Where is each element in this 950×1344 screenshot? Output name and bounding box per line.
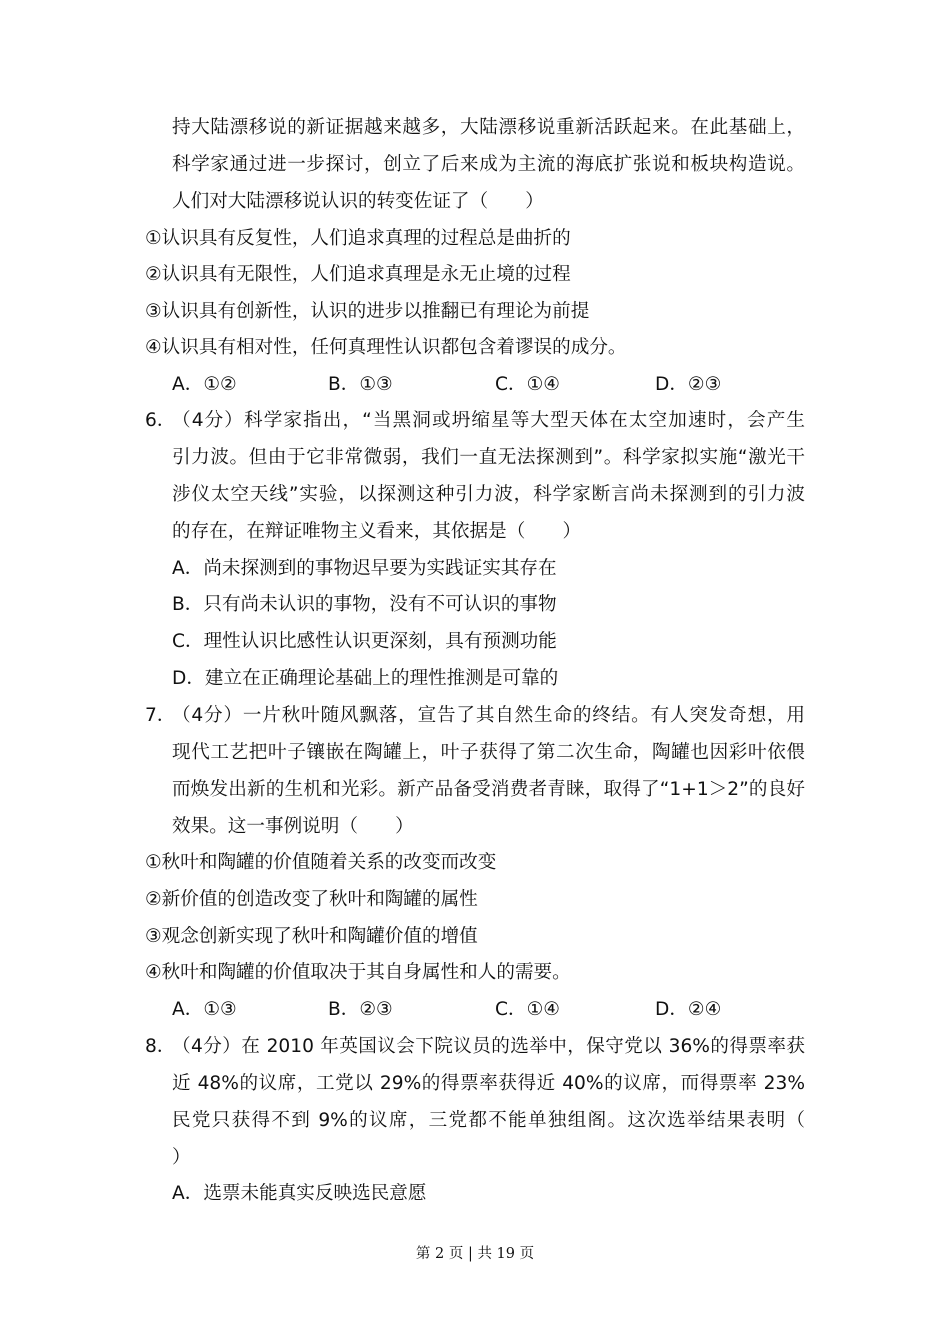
q7-statement: ①秋叶和陶罐的价值随着关系的改变而改变 — [145, 852, 497, 873]
q5-option-a: A．①② — [172, 374, 237, 395]
q7-option-a: A．①③ — [172, 999, 237, 1020]
q6-line: 的存在，在辩证唯物主义看来，其依据是（ ） — [172, 521, 582, 542]
q7-line: 现代工艺把叶子镶嵌在陶罐上，叶子获得了第二次生命，陶罐也因彩叶依偎 — [172, 742, 805, 763]
q5-statement: ②认识具有无限性，人们追求真理是永无止境的过程 — [145, 264, 571, 285]
q7-line: 效果。这一事例说明（ ） — [172, 816, 414, 837]
q5-option-c: C．①④ — [495, 374, 560, 395]
q6-number: 6． — [145, 410, 176, 431]
q7-line: 而焕发出新的生机和光彩。新产品备受消费者青睐，取得了“1+1＞2”的良好 — [172, 779, 805, 800]
q7-statement: ④秋叶和陶罐的价值取决于其自身属性和人的需要。 — [145, 962, 571, 983]
q5-statement: ①认识具有反复性，人们追求真理的过程总是曲折的 — [145, 228, 571, 249]
q7-number: 7． — [145, 705, 176, 726]
q8-option-a: A．选票未能真实反映选民意愿 — [172, 1183, 427, 1204]
q7-line: （4分）一片秋叶随风飘落，宣告了其自然生命的终结。有人突发奇想，用 — [172, 705, 805, 726]
q8-line: 民党只获得不到 9%的议席，三党都不能单独组阁。这次选举结果表明（ — [172, 1110, 805, 1131]
q8-line: （4分）在 2010 年英国议会下院议员的选举中，保守党以 36%的得票率获 — [172, 1036, 805, 1057]
q7-option-d: D．②④ — [655, 999, 722, 1020]
q6-option-b: B．只有尚未认识的事物，没有不可认识的事物 — [172, 594, 557, 615]
q5-option-d: D．②③ — [655, 374, 722, 395]
q7-statement: ②新价值的创造改变了秋叶和陶罐的属性 — [145, 889, 478, 910]
q8-number: 8． — [145, 1036, 176, 1057]
q6-line: 引力波。但由于它非常微弱，我们一直无法探测到”。科学家拟实施“激光干 — [172, 447, 805, 468]
q5-option-b: B．①③ — [328, 374, 393, 395]
q5-statement: ③认识具有创新性，认识的进步以推翻已有理论为前提 — [145, 301, 590, 322]
q5-line: 科学家通过进一步探讨，创立了后来成为主流的海底扩张说和板块构造说。 — [172, 154, 805, 175]
q7-option-b: B．②③ — [328, 999, 393, 1020]
q7-statement: ③观念创新实现了秋叶和陶罐价值的增值 — [145, 926, 478, 947]
q8-line: ） — [172, 1147, 191, 1168]
q7-option-c: C．①④ — [495, 999, 560, 1020]
q6-option-d: D．建立在正确理论基础上的理性推测是可靠的 — [172, 668, 559, 689]
page-footer: 第 2 页 | 共 19 页 — [415, 1246, 535, 1262]
q6-line: （4分）科学家指出，“当黑洞或坍缩星等大型天体在太空加速时，会产生 — [172, 410, 805, 431]
q6-option-a: A．尚未探测到的事物迟早要为实践证实其存在 — [172, 558, 557, 579]
q6-line: 涉仪太空天线”实验，以探测这种引力波，科学家断言尚未探测到的引力波 — [172, 484, 805, 505]
q5-statement: ④认识具有相对性，任何真理性认识都包含着谬误的成分。 — [145, 337, 627, 358]
q5-line: 人们对大陆漂移说认识的转变佐证了（ ） — [172, 191, 544, 212]
q6-option-c: C．理性认识比感性认识更深刻，具有预测功能 — [172, 631, 557, 652]
q5-line: 持大陆漂移说的新证据越来越多，大陆漂移说重新活跃起来。在此基础上， — [172, 117, 805, 138]
q8-line: 近 48%的议席，工党以 29%的得票率获得近 40%的议席，而得票率 23% — [172, 1073, 805, 1094]
